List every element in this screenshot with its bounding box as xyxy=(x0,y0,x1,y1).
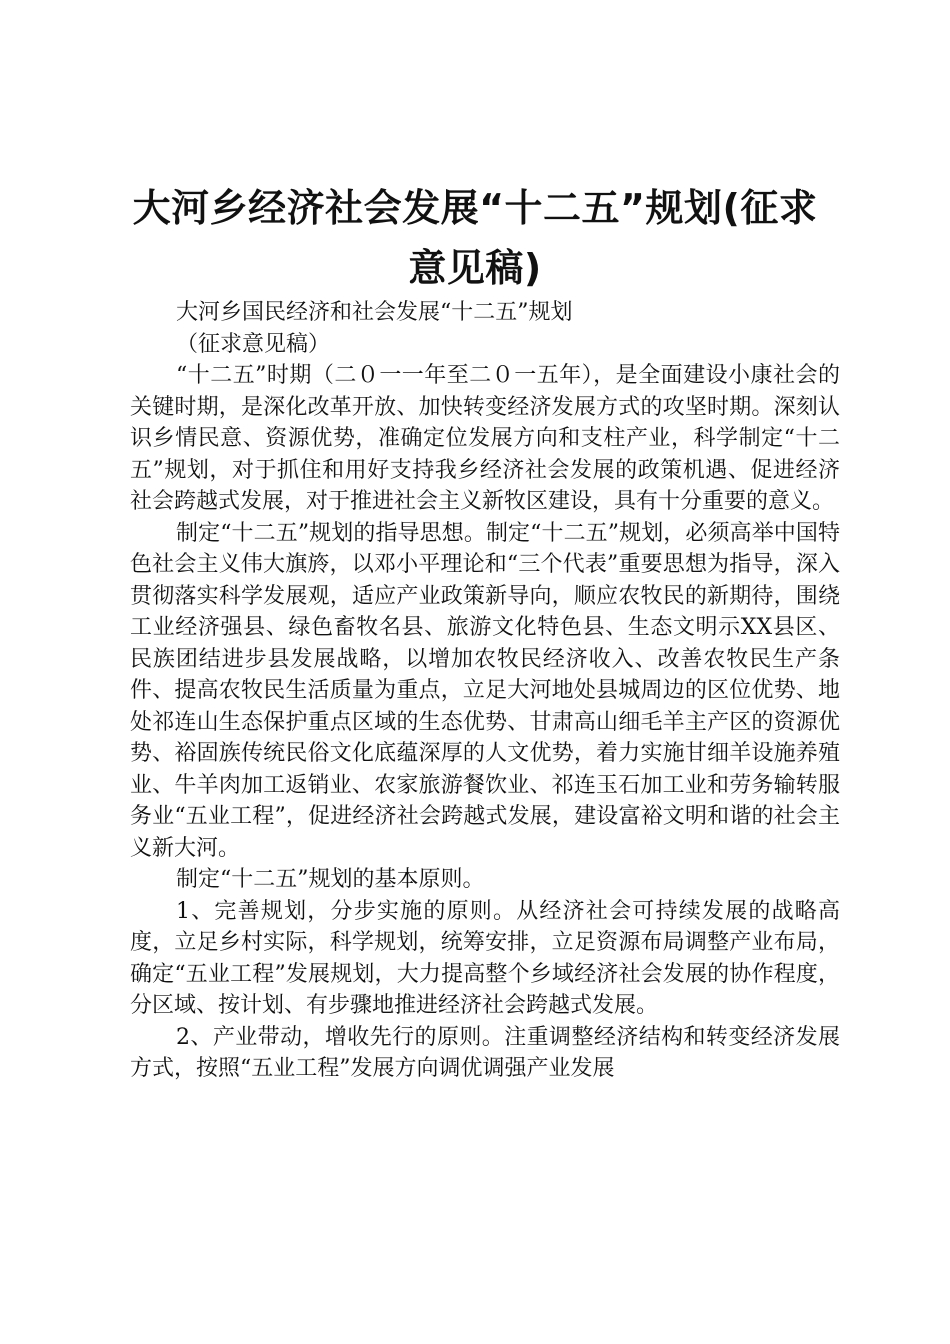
draft-note: （征求意见稿） xyxy=(176,331,331,357)
paragraph-principle-2: 2、产业带动，增收先行的原则。注重调整经济结构和转变经济发展方式，按照“五业工程”发展方向调优调强产业发展 xyxy=(130,1024,840,1081)
paragraph-guiding-ideology: 制定“十二五”规划的指导思想。制定“十二五”规划，必须高举中国特色社会主义伟大旗旍，以邓小平理论和“三个代表”重要思想为指导，深入贯彻落实科学发展观，适应产业政策新导向，顺应农牧民的新期待，围绕工业经济强县、绿色畜牧名县、旅游文化特色县、生态文明示XX县区、民族团结进步县发展战略，以增加农牧民经济收入、改善农牧民生产条件、提高农牧民生活质量为重点，立足大河地处县城周边的区位优势、地处祁连山生态保护重点区域的生态优势、甘肃高山细毛羊主产区的资源优势、裕固族传统民俗文化底蕴深厚的人文优势，着力实施甘细羊设施养殖业、牛羊肉加工返销业、农家旅游餐饮业、祁连玉石加工业和劳务输转服务业“五业工程”，促进经济社会跨越式发展，建设富裕文明和谐的社会主义新大河。 xyxy=(130,520,840,861)
document-body xyxy=(130,297,840,1085)
document-subtitle: 大河乡国民经济和社会发展“十二五”规划 xyxy=(176,300,573,325)
paragraph-intro: “十二五”时期（二０一一年至二０一五年），是全面建设小康社会的关键时期，是深化改革开放、加快转变经济发展方式的攻坚时期。深刻认识乡情民意、资源优势，准确定位发展方向和支柱产业，科学制定“十二五”规划，对于抓住和用好支持我乡经济社会发展的政策机遇、促进经济社会跨越式发展，对于推进社会主义新牧区建设，具有十分重要的意义。 xyxy=(130,363,840,514)
document-title: 大河乡经济社会发展“十二五”规划(征求意见稿) xyxy=(132,186,818,290)
paragraph-principle-1: 1、完善规划，分步实施的原则。从经济社会可持续发展的战略高度，立足乡村实际，科学规划，统筹安排，立足资源布局调整产业布局，确定“五业工程”发展规划，大力提高整个乡域经济社会发展的协作程度，分区域、按计划、有步骤地推进经济社会跨越式发展。 xyxy=(130,898,840,1018)
paragraph-principles-heading: 制定“十二五”规划的基本原则。 xyxy=(176,867,485,892)
